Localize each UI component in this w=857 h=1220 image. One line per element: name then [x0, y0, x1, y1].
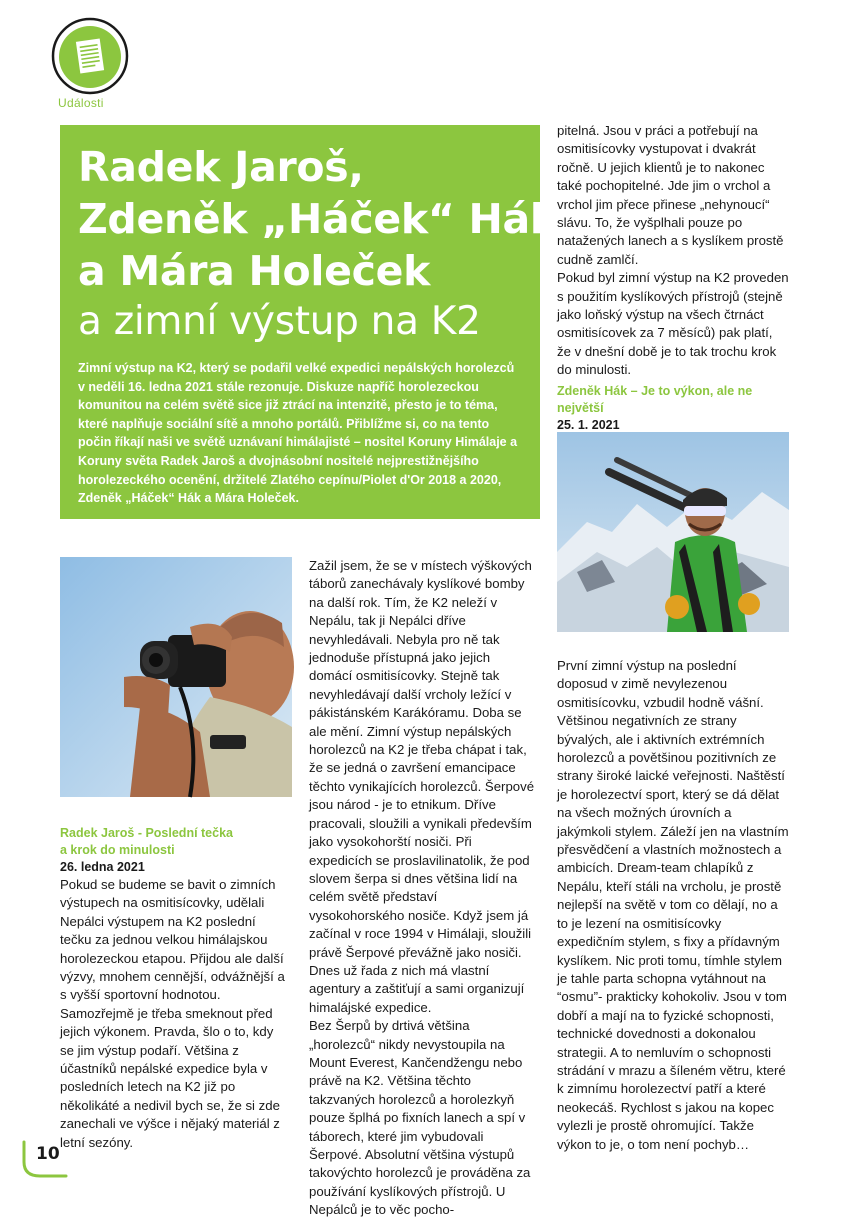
article-column-right-top [557, 122, 789, 380]
caption-jaros [60, 825, 292, 876]
headline-title-line: Zdeněk „Háček“ Hák [78, 195, 557, 243]
headline-subtitle: a zimní výstup na K2 [78, 299, 481, 344]
climber-photo [557, 432, 789, 632]
caption-title: a krok do minulosti [60, 843, 175, 857]
caption-title: Radek Jaroš - Poslední tečka [60, 826, 233, 840]
caption-title: Zdeněk Hák – Je to výkon, ale ne největší [557, 384, 753, 415]
headline-lead: Zimní výstup na K2, který se podařil velké expedici nepálských horolezců v neděli 16. ledna 2021 stále rezonuje. Diskuze napříč horolezeckou komunitou na celém světě sice již ztrácí na intenzitě, přesto je to téma, které naplňuje sociální sítě a mnoho portálů. Přiblížme si, co na tento počin říkají naši ve světě uznávaní himálajisté – nositel Koruny Himálaje a Koruny světa Radek Jaroš a dvojnásobní nositelé nejprestižnějšího horolezeckého ocenění, držitelé Zlatého cepínu/Piolet d'Or 2018 a 2020, Zdeněk „Háček“ Hák a Mára Holeček. [78, 361, 518, 506]
headline-title-line: a Mára Holeček [78, 247, 431, 295]
caption-date: 26. ledna 2021 [60, 860, 145, 874]
article-column-left [60, 876, 286, 1152]
headline-title-line: Radek Jaroš, [78, 143, 364, 191]
paragraph: První zimní výstup na poslední doposud v zimě nevylezenou osmitisícovku, vzbudil hodně vášní. Většinou negativních ze strany bývalých, ale i aktivních extrémních horolezců a povětšinou pozitivních ze strany široké laické veřejnosti. Naštěstí je horolezectví sport, který se dá dělat na všech možných úrovních a jakýmkoli stylem. Záleží jen na vlastním přesvědčení a vlastních možnostech a ambicích. Dream-team chlapíků z Nepálu, kteří stáli na vrcholu, je prostě nejlepší na světě v tom co dělají, no a to je lezení na osmitisícovky expedičním stylem, s fixy a přídavným kyslíkem. Nic proti tomu, tímhle stylem je tahle parta schopna vytáhnout na “osmu”- prakticky kohokoliv. Jsou v tom dobří a mají na to fyzické schopnosti, technické dovednosti a dokonalou strategii. A to nemluvím o schopnosti strádání v mrazu a šíleném větru, které k zimnímu horolezectví patří a které neokecáš. Rychlost s jakou na kopec vylezli je prostě ohromující. Takže výkon to je, o tom není pochyb… [557, 658, 789, 1152]
headline-title [78, 141, 557, 297]
article-column-right-bottom [557, 657, 789, 1154]
headline-box [60, 125, 557, 519]
photographer-photo [60, 557, 292, 797]
paragraph: pitelná. Jsou v práci a potřebují na osmitisícovky vystupovat i dvakrát ročně. U jejich klientů je to nakonec také pochopitelné. Jde jim o vrchol a vrchol jim přece přinese „nehynoucí“ slávu. To, že vyšplhali pouze po natažených lanech a s kyslíkem prostě cudně zamlčí. [557, 123, 784, 267]
page-number: 10 [36, 1144, 60, 1164]
paragraph: Pokud se budeme se bavit o zimních výstupech na osmitisícovky, udělali Nepálci výstupem na K2 poslední tečku za jednou velkou himálajskou horolezeckou etapou. Přijdou ale další výzvy, mnohem cennější, odvážnější a s vyšší sportovní hodnotou. Samozřejmě je třeba smeknout před jejich výkonem. Pravda, šlo o to, kdy se jim výstup podaří. Většina z účastníků nepálské expedice byla v posledních letech na K2 již po několikáté a nedivil bych se, že si zde zanechali ve výšce i nějaký materiál z letní sezóny. [60, 877, 285, 1150]
caption-date: 25. 1. 2021 [557, 418, 620, 432]
page-number-badge [16, 1132, 76, 1182]
paragraph: Bez Šerpů by drtivá většina „horolezců“ nikdy nevystoupila na Mount Everest, Kančendžengu nebo právě na K2. Většina těchto takzvaných horolezců a horolezkyň pouze šplhá po fixních lanech a spí v táborech, které jim vybudovali Šerpové. Absolutní většina výstupů takovýchto horolezců je prováděna za používání kyslíkových přístrojů. U Nepálců je to věc pocho- [309, 1018, 531, 1218]
section-logo [50, 16, 130, 96]
paragraph: Zažil jsem, že se v místech výškových táborů zanechávaly kyslíkové bomby na další rok. Tím, že K2 neleží v Nepálu, tak ji Nepálci dříve nevyhledávali. Nebyla pro ně tak jednoduše přístupná jako jejich domácí osmitisícovky. Stejně tak nevyhledávají další vrcholy ležící v pákistánském Karákóramu. Doba se ale mění. Zimní výstup nepálských horolezců na K2 je třeba chápat i tak, že se jedná o završení emancipace těchto vynikajících horolezců. Šerpové jsou národ - je to etnikum. Dříve pracovali, sloužili a vynikali především jako vysokohorští nosiči. Při expedicích se proslavilinatolik, že pod slovem šerpa si dnes většina lidí na celém světě představí vysokohorského nosiče. Když jsem já začínal v roce 1994 v Himálaji, sloužili právě Šerpové převážně jako nosiči. Dnes už řada z nich má vlastní agentury a zaštiťují a sami organizují himalájské expedice. [309, 558, 535, 1015]
caption-hak [557, 383, 797, 434]
paragraph: Pokud byl zimní výstup na K2 proveden s použitím kyslíkových přístrojů (stejně jako loňský výstup na všech čtrnáct osmitisícovek za 7 měsíců) pak platí, že v dnešní době je to tak trochu krok do minulosti. [557, 270, 789, 378]
document-icon [76, 38, 104, 73]
section-label: Události [58, 96, 104, 110]
article-column-middle [309, 557, 535, 1220]
